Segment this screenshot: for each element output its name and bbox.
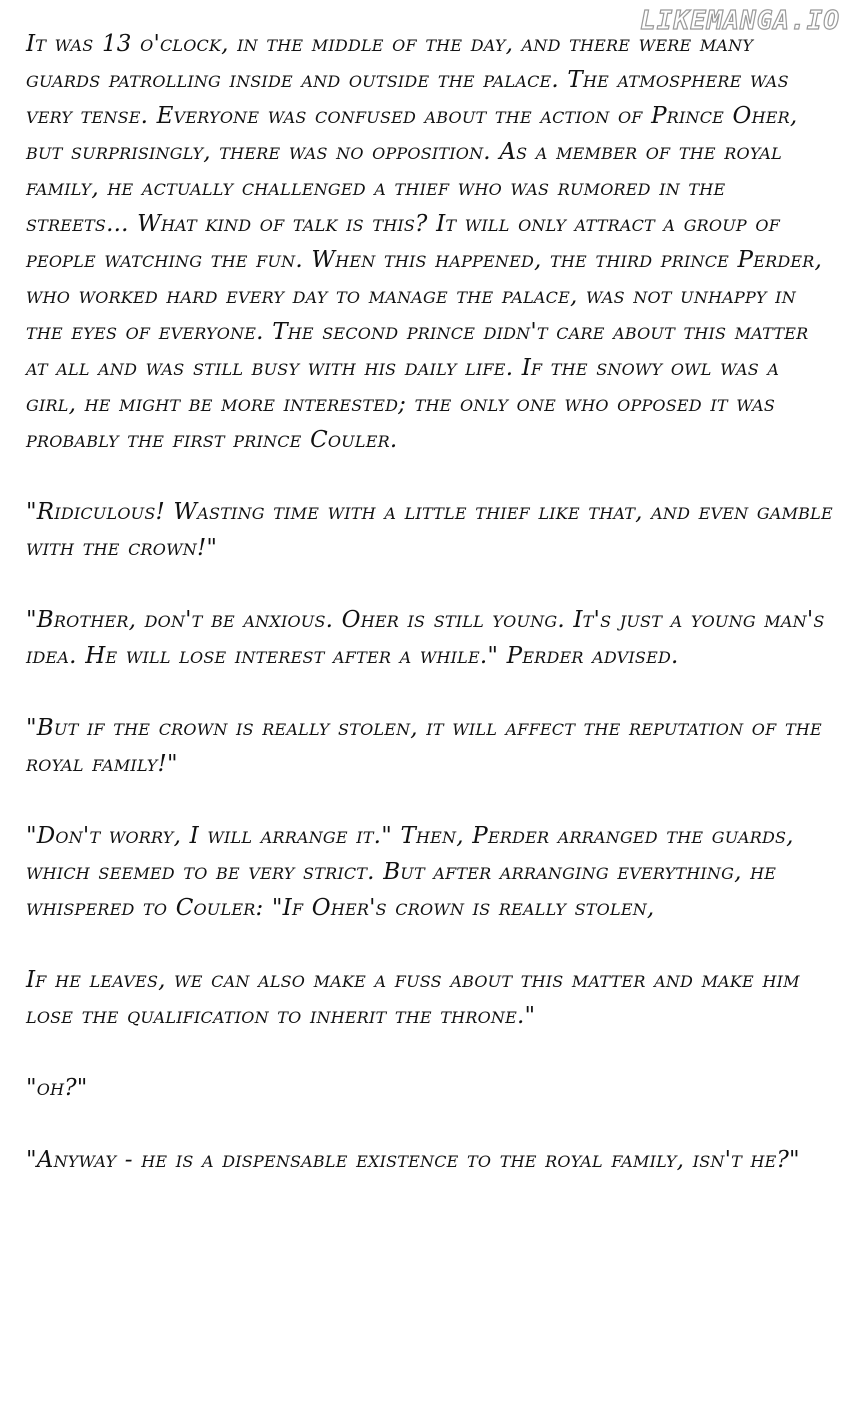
paragraph-perder-advice: "Brother, don't be anxious. Oher is still young. It's just a young man's idea. He will lose interest after a while." Perder advised. <box>26 607 825 669</box>
paragraph-perder-arranges: "Don't worry, I will arrange it." Then, Perder arranged the guards, which seemed to be very strict. But after arranging everything, he whispered to Couler: "If Oher's crown is really stolen, <box>26 823 794 921</box>
paragraph-fuss: If he leaves, we can also make a fuss about this matter and make him lose the qualification to inherit the throne." <box>26 967 800 1029</box>
paragraph-oh: "oh?" <box>26 1075 88 1101</box>
paragraph-couler-objection: "Ridiculous! Wasting time with a little thief like that, and even gamble with the crown!" <box>26 499 833 561</box>
paragraph-intro: It was 13 o'clock, in the middle of the day, and there were many guards patrolling inside and outside the palace. The atmosphere was very tense. Everyone was confused about the action of Prince Oher, but surprisingly, there was no opposition. As a member of the royal family, he actually challenged a thief who was rumored in the streets... What kind of talk is this? It will only attract a group of people watching the fun. When this happened, the third prince Perder, who worked hard every day to manage the palace, was not unhappy in the eyes of everyone. The second prince didn't care about this matter at all and was still busy with his daily life. If the snowy owl was a girl, he might be more interested; the only one who opposed it was probably the first prince Couler. <box>26 31 823 453</box>
paragraph-dispensable: "Anyway - he is a dispensable existence to the royal family, isn't he?" <box>26 1147 800 1173</box>
site-watermark: LIKEMANGA.IO <box>640 6 840 36</box>
story-text <box>26 26 836 1214</box>
paragraph-couler-reputation: "But if the crown is really stolen, it will affect the reputation of the royal family!" <box>26 715 822 777</box>
